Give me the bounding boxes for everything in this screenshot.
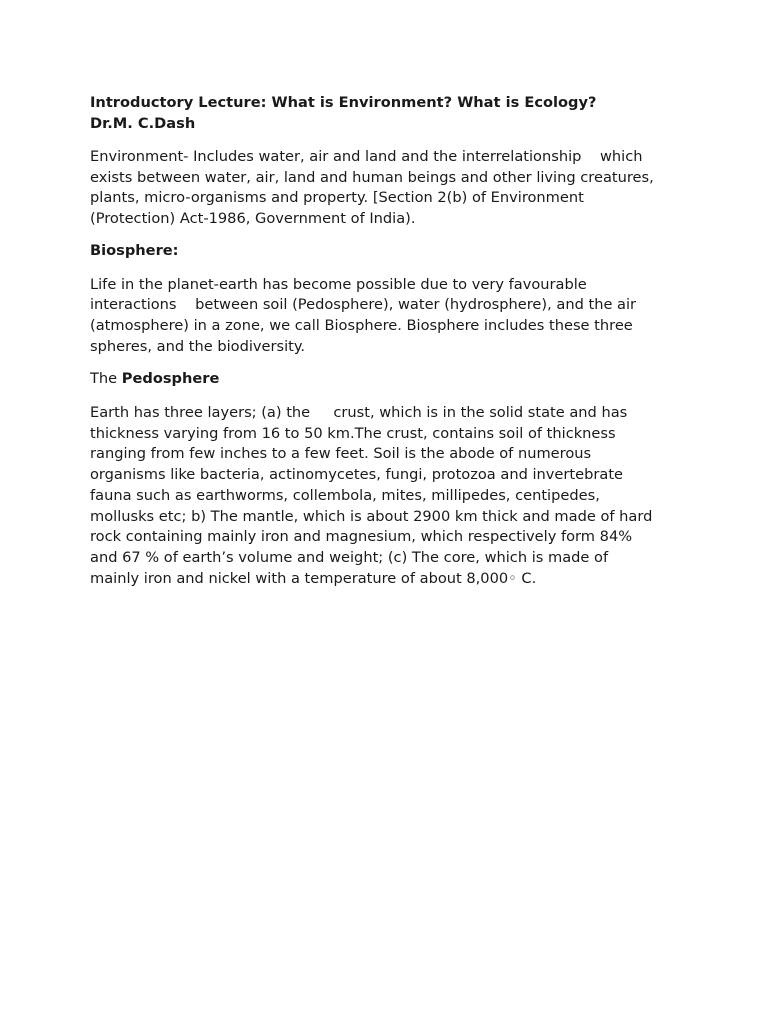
paragraph-line: interactions between soil (Pedosphere), water (hydrosphere), and the air <box>90 296 637 314</box>
author-name: Dr.M. C.Dash <box>90 115 196 132</box>
paragraph-line: Earth has three layers; (a) the crust, which is in the solid state and has <box>90 404 628 422</box>
paragraph-line: ranging from few inches to a few feet. Soil is the abode of numerous <box>90 445 592 463</box>
paragraph-line: and 67 % of earth’s volume and weight; (c) The core, which is made of <box>90 548 609 566</box>
biosphere-heading-text: Biosphere: <box>90 241 179 259</box>
environment-paragraph <box>90 147 690 230</box>
biosphere-heading <box>90 241 690 262</box>
paragraph-line: organisms like bacteria, actinomycetes, fungi, protozoa and invertebrate <box>90 466 624 484</box>
paragraph-line: Life in the planet-earth has become possible due to very favourable <box>90 275 587 293</box>
document-page <box>90 92 690 589</box>
lecture-title <box>90 92 690 113</box>
paragraph-line: (Protection) Act-1986, Government of India). <box>90 210 416 228</box>
pedosphere-heading-prefix: The <box>90 370 122 388</box>
paragraph-line: exists between water, air, land and human beings and other living creatures, <box>90 168 654 186</box>
paragraph-line: mollusks etc; b) The mantle, which is about 2900 km thick and made of hard <box>90 507 653 525</box>
paragraph-line: fauna such as earthworms, collembola, mites, millipedes, centipedes, <box>90 486 600 504</box>
paragraph-line: spheres, and the biodiversity. <box>90 337 306 355</box>
lecture-title-text: Introductory Lecture: What is Environment? What is Ecology? <box>90 94 597 111</box>
paragraph-line: (atmosphere) in a zone, we call Biosphere. Biosphere includes these three <box>90 316 633 334</box>
author-line <box>90 113 690 134</box>
pedosphere-paragraph <box>90 403 690 589</box>
biosphere-paragraph <box>90 275 690 358</box>
pedosphere-heading-bold: Pedosphere <box>121 370 220 388</box>
paragraph-line: rock containing mainly iron and magnesium, which respectively form 84% <box>90 528 633 546</box>
paragraph-line: mainly iron and nickel with a temperature of about 8,000◦ C. <box>90 569 537 587</box>
paragraph-line: thickness varying from 16 to 50 km.The crust, contains soil of thickness <box>90 424 616 442</box>
paragraph-line: plants, micro-organisms and property. [Section 2(b) of Environment <box>90 189 584 207</box>
paragraph-line: Environment- Includes water, air and land and the interrelationship which <box>90 148 643 165</box>
pedosphere-heading <box>90 369 690 390</box>
